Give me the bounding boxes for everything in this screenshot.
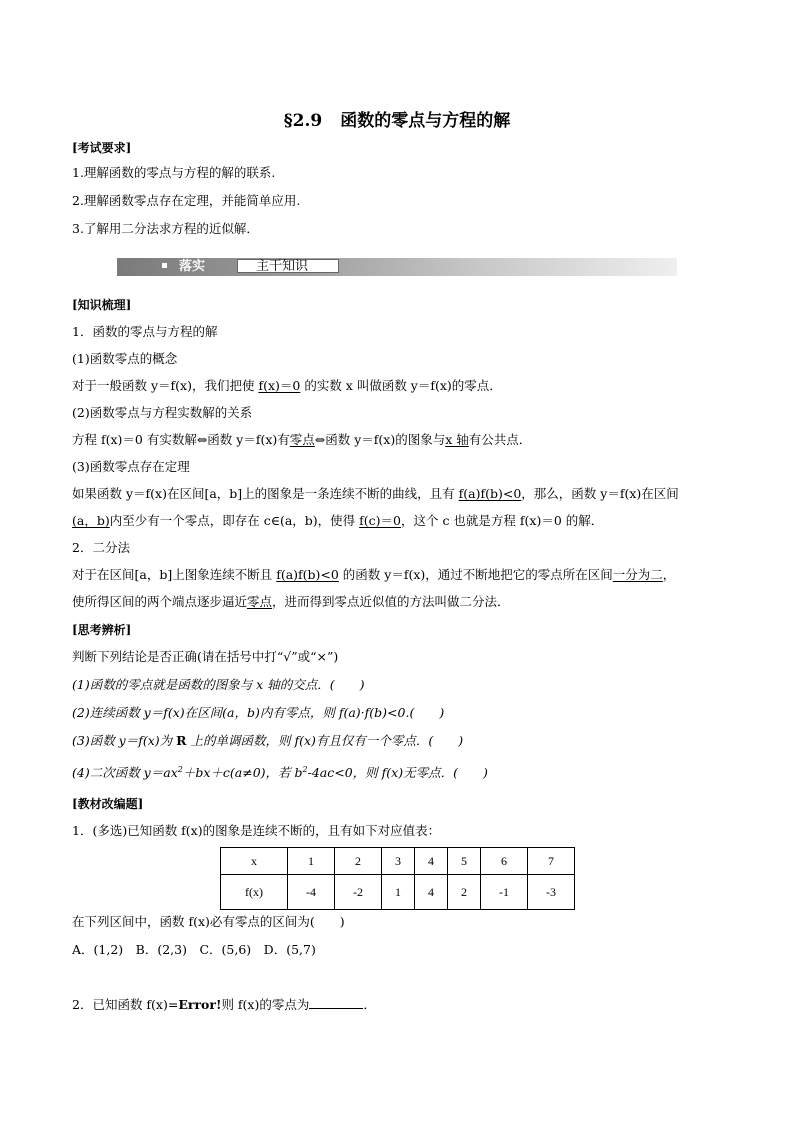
table-cell: -1 (481, 875, 528, 910)
table-cell: 1 (288, 848, 335, 875)
table-cell: x (221, 848, 288, 875)
knowledge-s1-3-text-2: (a，b)内至少有一个零点，即存在 c∈(a，b)，使得 f(c)＝0，这个 c 也就是方程 f(x)＝0 的解． (72, 513, 604, 528)
answer-blank (309, 996, 363, 1009)
knowledge-s1-3-title: (3)函数零点存在定理 (72, 459, 190, 474)
textbook-problem-1-question: 在下列区间中，函数 f(x)必有零点的区间为( ) (72, 914, 345, 929)
knowledge-s2-text-2: 使所得区间的两个端点逐步逼近零点，进而得到零点近似值的方法叫做二分法． (72, 594, 510, 609)
knowledge-s1-2-title: (2)函数零点与方程实数解的关系 (72, 405, 253, 420)
table-cell: 7 (528, 848, 575, 875)
knowledge-s1-3-text-1: 如果函数 y＝f(x)在区间[a，b]上的图象是一条连续不断的曲线，且有 f(a)f(b)<0，那么，函数 y＝f(x)在区间 (72, 486, 679, 501)
table-cell: 4 (415, 875, 448, 910)
banner-left (117, 258, 237, 276)
section-banner (117, 258, 677, 276)
square-bullet-icon (162, 263, 167, 268)
table-cell: -2 (335, 875, 382, 910)
textbook-problem-2: 2．已知函数 f(x)=Error!则 f(x)的零点为 ． (72, 997, 376, 1012)
table-row (221, 848, 575, 875)
knowledge-s1-1-text: 对于一般函数 y＝f(x)，我们把使 f(x)＝0 的实数 x 叫做函数 y＝f(x)的零点． (72, 378, 502, 393)
table-cell: -3 (528, 875, 575, 910)
value-table (220, 847, 575, 910)
exam-requirement-2: 2.理解函数零点存在定理，并能简单应用. (72, 193, 301, 208)
knowledge-s1-1-title: (1)函数零点的概念 (72, 351, 178, 366)
knowledge-s2-title: 2．二分法 (72, 540, 130, 555)
think-question-2: (2)连续函数 y＝f(x)在区间(a，b)内有零点，则 f(a)·f(b)<0.( ) (72, 705, 445, 720)
table-cell: 5 (448, 848, 481, 875)
table-cell: 2 (335, 848, 382, 875)
table-cell: 2 (448, 875, 481, 910)
textbook-problem-1-options: A．(1,2) B．(2,3) C．(5,6) D．(5,7) (72, 942, 316, 957)
page-title (0, 106, 794, 131)
knowledge-s1-title: 1．函数的零点与方程的解 (72, 324, 218, 339)
table-row (221, 875, 575, 910)
banner-right-label: 主干知识 (237, 259, 339, 273)
think-question-4: (4)二次函数 $y=ax^2+bx+c(a\ne 0)$，若 $b^2-4ac<0$，则 f(x)无零点．( ) (72, 765, 488, 781)
section-title: 函数的零点与方程的解 (340, 111, 511, 131)
exam-requirement-1: 1.理解函数的零点与方程的解的联系. (72, 165, 276, 180)
table-cell: 1 (382, 875, 415, 910)
exam-requirement-3: 3.了解用二分法求方程的近似解． (72, 221, 259, 236)
banner-left-label: 落实 (179, 259, 206, 274)
table-cell: f(x) (221, 875, 288, 910)
table-cell: 4 (415, 848, 448, 875)
knowledge-s1-2-text: 方程 f(x)＝0 有实数解⇔函数 y＝f(x)有零点⇔函数 y＝f(x)的图象与x 轴有公共点． (72, 432, 532, 447)
think-question-3: (3)函数 y＝f(x)为 R 上的单调函数，则 f(x)有且仅有一个零点．( ) (72, 733, 464, 748)
section-number: §2.9 (283, 111, 323, 131)
table-cell: 6 (481, 848, 528, 875)
think-question-1: (1)函数的零点就是函数的图象与 x 轴的交点．( ) (72, 677, 365, 692)
think-intro: 判断下列结论是否正确(请在括号中打“√”或“×”) (72, 649, 339, 664)
knowledge-s2-text-1: 对于在区间[a，b]上图象连续不断且 f(a)f(b)<0 的函数 y＝f(x)，通过不断地把它的零点所在区间一分为二， (72, 567, 676, 582)
knowledge-header: [知识梳理] (72, 298, 132, 312)
textbook-header: [教材改编题] (72, 797, 144, 811)
exam-requirements-header: [考试要求] (72, 141, 132, 155)
think-header: [思考辨析] (72, 623, 132, 637)
textbook-problem-1: 1．(多选)已知函数 f(x)的图象是连续不断的，且有如下对应值表： (72, 823, 441, 838)
table-cell: -4 (288, 875, 335, 910)
table-cell: 3 (382, 848, 415, 875)
